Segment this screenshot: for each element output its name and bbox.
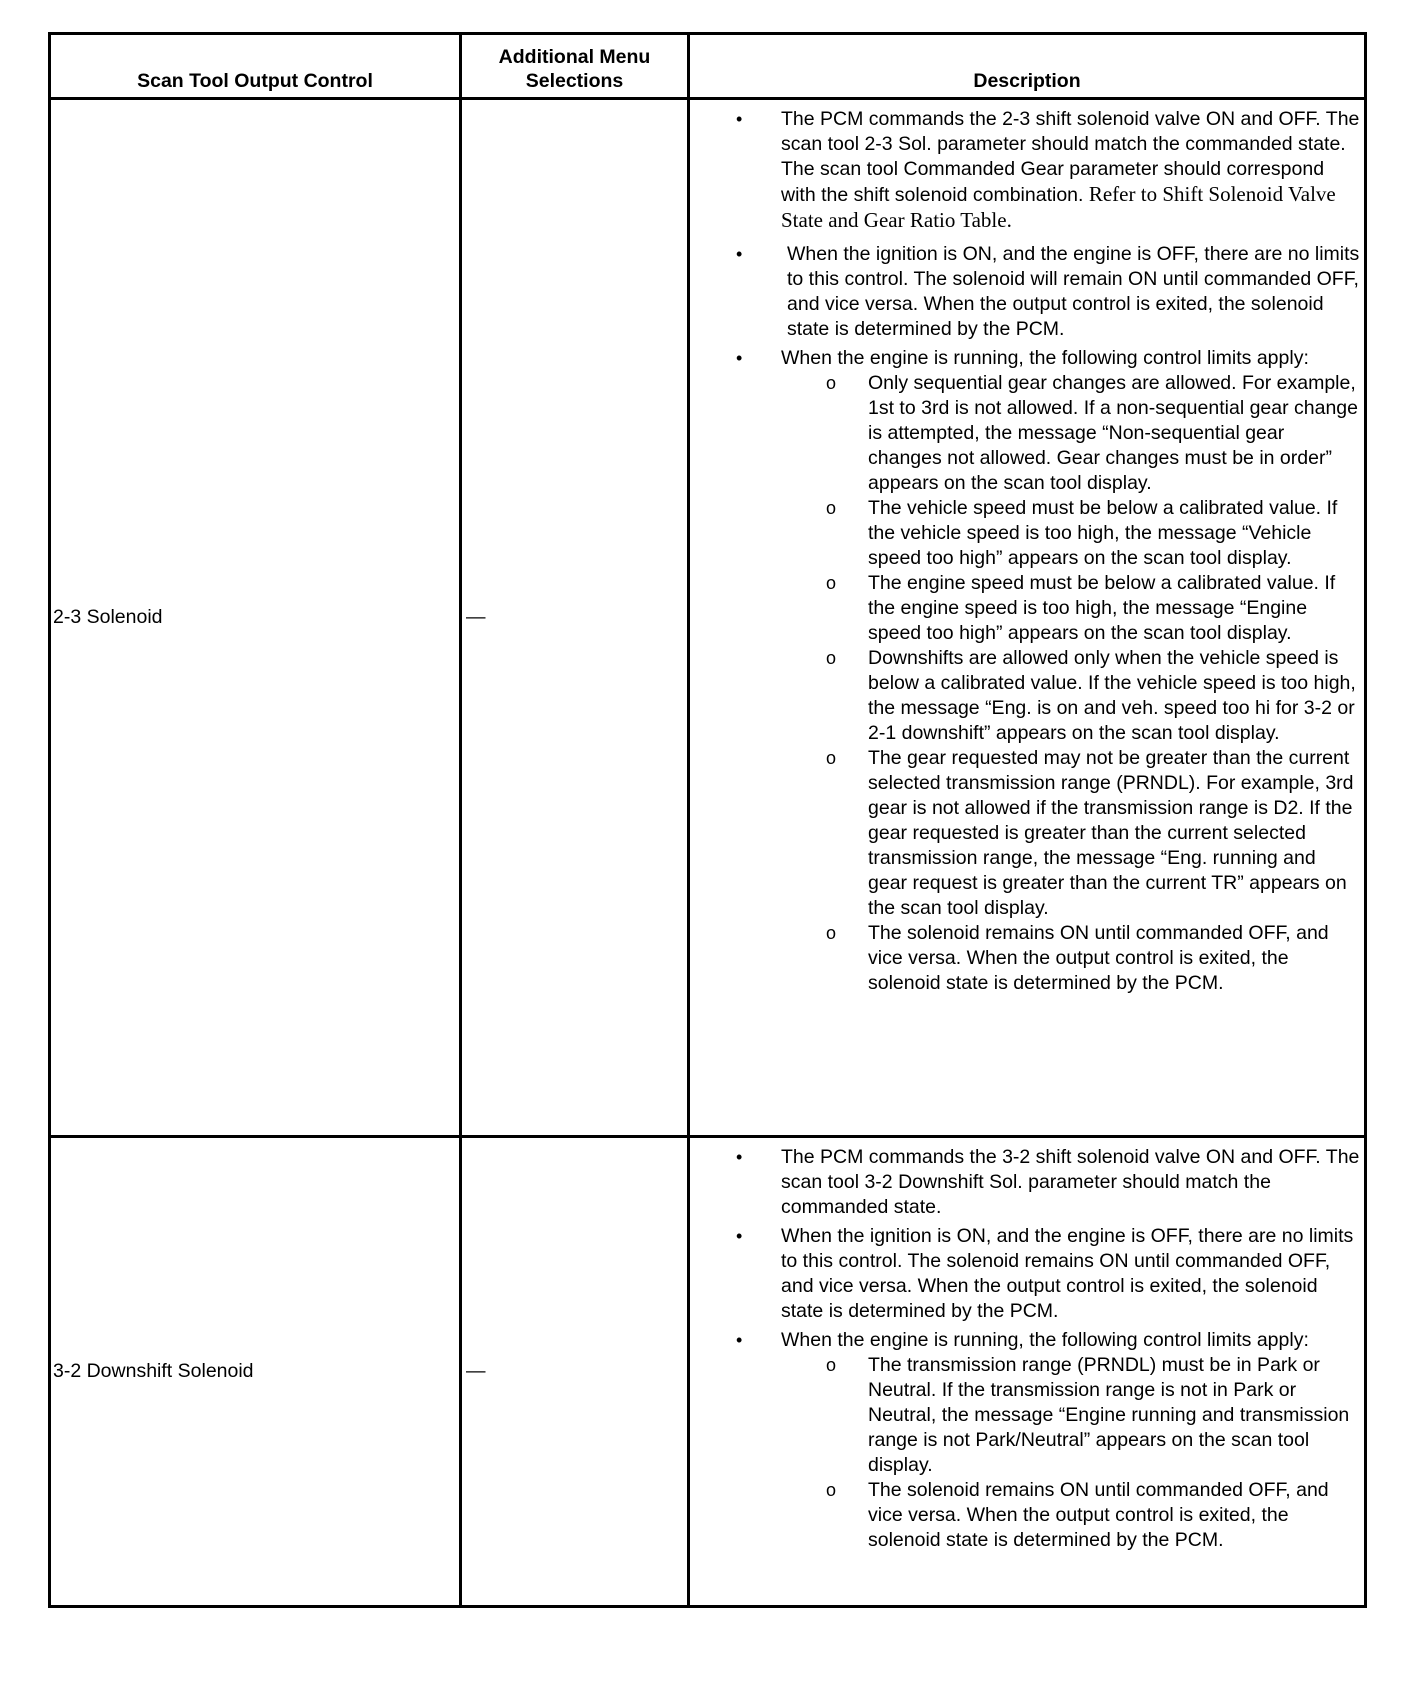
output-control-table: [48, 32, 1367, 1608]
table-row: [50, 1137, 1366, 1607]
sub-list-item: o Downshifts are allowed only when the vehicle speed is below a calibrated value. If the vehicle speed is too high, the message “Eng. is on and veh. speed too hi for 3-2 or 2-1 downshift” appears on the scan tool display.: [690, 646, 1360, 746]
bullet-text: When the engine is running, the following control limits apply:: [781, 347, 1309, 369]
list-item: • The PCM commands the 3-2 shift solenoid valve ON and OFF. The scan tool 3-2 Downshift Sol. parameter should match the commanded state.: [690, 1145, 1360, 1220]
header-additional-menu-selections: [461, 34, 689, 99]
menu-selection: —: [461, 99, 689, 1137]
sub-list-item: o The solenoid remains ON until commanded OFF, and vice versa. When the output control is exited, the solenoid state is determined by the PCM.: [690, 921, 1360, 996]
header-col2-line1: Additional Menu: [498, 46, 651, 68]
output-control-name: 2-3 Solenoid: [50, 99, 461, 1137]
header-scan-tool-output-control: Scan Tool Output Control: [50, 34, 461, 99]
menu-selection: —: [461, 1137, 689, 1607]
description-list: [690, 107, 1360, 996]
list-item: [690, 1328, 1360, 1553]
sub-list: [690, 371, 1360, 996]
list-item: [690, 107, 1360, 234]
table-row: [50, 99, 1366, 1137]
description-cell: [689, 1137, 1366, 1607]
sub-list-item: o The vehicle speed must be below a calibrated value. If the vehicle speed is too high, the message “Vehicle speed too high” appears on the scan tool display.: [690, 496, 1360, 571]
sub-list-item: o The solenoid remains ON until commanded OFF, and vice versa. When the output control is exited, the solenoid state is determined by the PCM.: [690, 1478, 1360, 1553]
table-reference: Refer to Shift Solenoid Valve State and Gear Ratio Table.: [781, 182, 1336, 232]
sub-list-item: o Only sequential gear changes are allowed. For example, 1st to 3rd is not allowed. If a non-sequential gear change is attempted, the message “Non-sequential gear changes not allowed. Gear changes must be in order” appears on the scan tool display.: [690, 371, 1360, 496]
description-list: [690, 1145, 1360, 1553]
bullet-text: The PCM commands the 2-3 shift solenoid valve ON and OFF. The scan tool 2-3 Sol. parameter should match the commanded state. The scan tool Commanded Gear parameter should correspond with the shift solenoid combination.: [781, 108, 1360, 206]
header-description: Description: [689, 34, 1366, 99]
header-row: [50, 34, 1366, 99]
list-item: [690, 346, 1360, 996]
sub-list: [690, 1353, 1360, 1553]
sub-list-item: o The gear requested may not be greater than the current selected transmission range (PRNDL). For example, 3rd gear is not allowed if the transmission range is D2. If the gear requested is greater than the current selected transmission range, the message “Eng. running and gear request is greater than the current TR” appears on the scan tool display.: [690, 746, 1360, 921]
bullet-text: When the engine is running, the following control limits apply:: [781, 1329, 1309, 1351]
list-item: • When the ignition is ON, and the engine is OFF, there are no limits to this control. The solenoid remains ON until commanded OFF, and vice versa. When the output control is exited, the solenoid state is determined by the PCM.: [690, 1224, 1360, 1324]
description-cell: [689, 99, 1366, 1137]
output-control-name: 3-2 Downshift Solenoid: [50, 1137, 461, 1607]
header-col2-line2: Selections: [525, 70, 624, 92]
sub-list-item: o The transmission range (PRNDL) must be in Park or Neutral. If the transmission range is not in Park or Neutral, the message “Engine running and transmission range is not Park/Neutral” appears on the scan tool display.: [690, 1353, 1360, 1478]
list-item: • When the ignition is ON, and the engine is OFF, there are no limits to this control. The solenoid will remain ON until commanded OFF, and vice versa. When the output control is exited, the solenoid state is determined by the PCM.: [690, 242, 1360, 342]
sub-list-item: o The engine speed must be below a calibrated value. If the engine speed is too high, the message “Engine speed too high” appears on the scan tool display.: [690, 571, 1360, 646]
